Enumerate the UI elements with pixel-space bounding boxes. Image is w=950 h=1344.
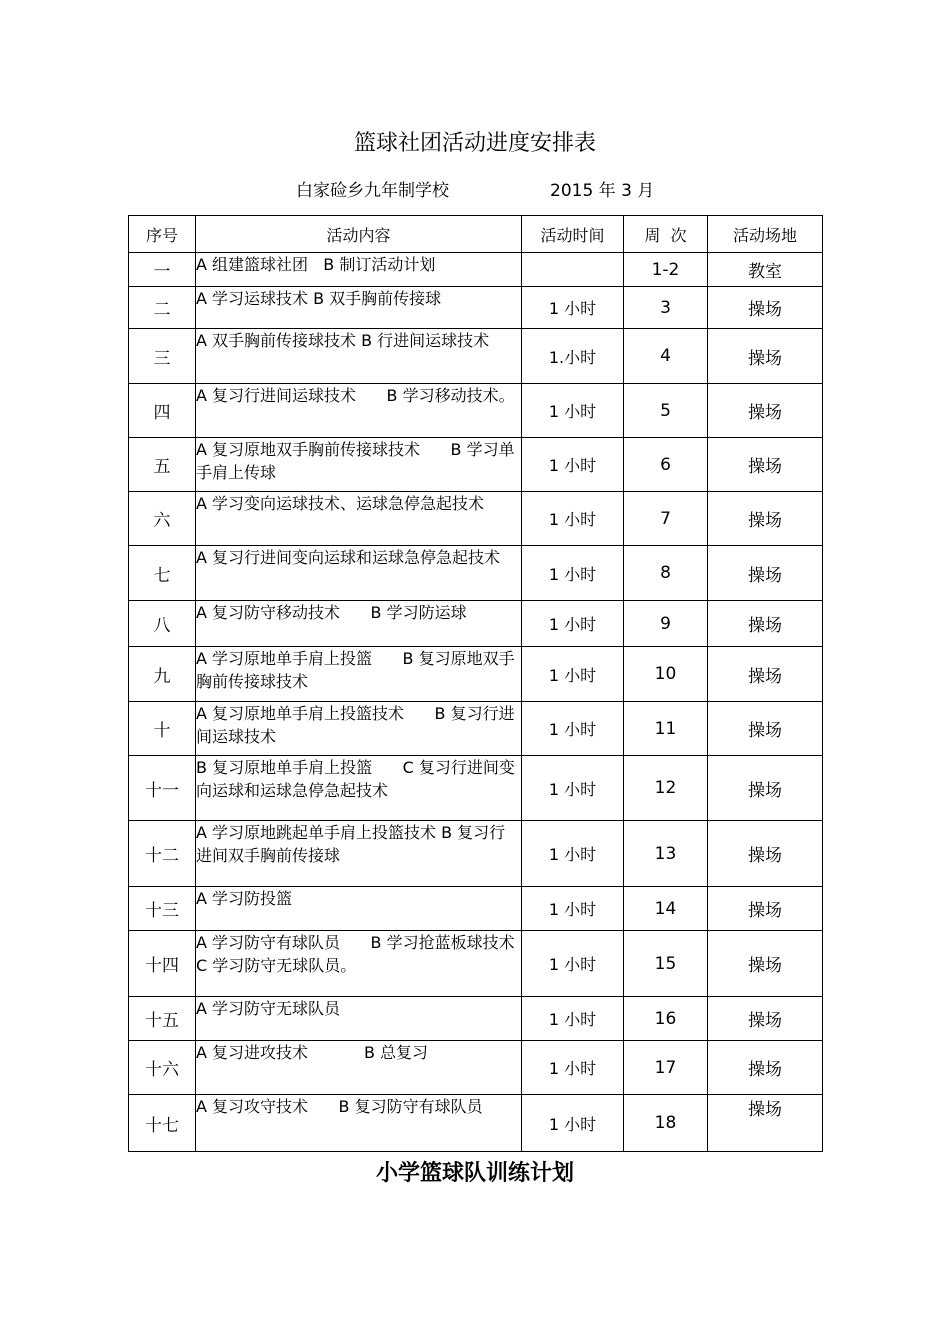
row-content: A 学习防守无球队员: [196, 997, 522, 1041]
row-seq: 五: [129, 438, 196, 492]
row-time: 1 小时: [522, 546, 624, 601]
table-row: [129, 702, 823, 756]
row-time: 1 小时: [522, 438, 624, 492]
table-body: [129, 253, 823, 1152]
table-row: [129, 997, 823, 1041]
row-content: A 学习变向运球技术、运球急停急起技术: [196, 492, 522, 546]
row-place: 操场: [708, 887, 823, 931]
row-time: 1 小时: [522, 647, 624, 702]
table-row: [129, 253, 823, 287]
row-seq: 十二: [129, 821, 196, 887]
row-week: 18: [624, 1095, 708, 1152]
row-seq: 四: [129, 384, 196, 438]
row-week: 9: [624, 601, 708, 647]
table-row: [129, 287, 823, 329]
table-row: [129, 931, 823, 997]
row-time: 1 小时: [522, 887, 624, 931]
row-seq: 十: [129, 702, 196, 756]
row-place: 操场: [708, 438, 823, 492]
row-content: A 复习原地双手胸前传接球技术 B 学习单手肩上传球: [196, 438, 522, 492]
row-week: 15: [624, 931, 708, 997]
row-time: 1 小时: [522, 601, 624, 647]
header-time: 活动时间: [522, 216, 624, 253]
row-content: A 复习攻守技术 B 复习防守有球队员: [196, 1095, 522, 1152]
row-place: 操场: [708, 546, 823, 601]
row-time: [522, 253, 624, 287]
row-seq: 八: [129, 601, 196, 647]
row-place: 操场: [708, 647, 823, 702]
table-row: [129, 492, 823, 546]
row-place: 操场: [708, 287, 823, 329]
row-content: A 学习防守有球队员 B 学习抢蓝板球技术 C 学习防守无球队员。: [196, 931, 522, 997]
row-place: 操场: [708, 756, 823, 821]
row-place: 操场: [708, 702, 823, 756]
row-place: 操场: [708, 329, 823, 384]
row-place: 教室: [708, 253, 823, 287]
row-week: 5: [624, 384, 708, 438]
table-row: [129, 887, 823, 931]
row-content: A 复习进攻技术 B 总复习: [196, 1041, 522, 1095]
row-time: 1 小时: [522, 756, 624, 821]
row-content: B 复习原地单手肩上投篮 C 复习行进间变向运球和运球急停急起技术: [196, 756, 522, 821]
row-time: 1 小时: [522, 287, 624, 329]
table-row: [129, 1041, 823, 1095]
row-seq: 十七: [129, 1095, 196, 1152]
row-seq: 一: [129, 253, 196, 287]
row-content: A 复习防守移动技术 B 学习防运球: [196, 601, 522, 647]
table-row: [129, 1095, 823, 1152]
row-week: 12: [624, 756, 708, 821]
row-week: 8: [624, 546, 708, 601]
row-time: 1 小时: [522, 1095, 624, 1152]
schedule-table: [128, 215, 823, 1152]
row-time: 1 小时: [522, 702, 624, 756]
row-seq: 六: [129, 492, 196, 546]
row-content: A 学习原地单手肩上投篮 B 复习原地双手胸前传接球技术: [196, 647, 522, 702]
document-title: 篮球社团活动进度安排表: [353, 131, 596, 156]
row-seq: 十六: [129, 1041, 196, 1095]
row-content: A 复习行进间运球技术 B 学习移动技术。: [196, 384, 522, 438]
row-seq: 三: [129, 329, 196, 384]
subtitle-line: [0, 176, 950, 200]
row-time: 1 小时: [522, 492, 624, 546]
row-week: 3: [624, 287, 708, 329]
row-week: 1-2: [624, 253, 708, 287]
row-content: A 学习原地跳起单手肩上投篮技术 B 复习行进间双手胸前传接球: [196, 821, 522, 887]
row-place: 操场: [708, 384, 823, 438]
row-content: A 学习运球技术 B 双手胸前传接球: [196, 287, 522, 329]
row-time: 1 小时: [522, 1041, 624, 1095]
row-seq: 十一: [129, 756, 196, 821]
row-seq: 十三: [129, 887, 196, 931]
row-seq: 九: [129, 647, 196, 702]
row-week: 6: [624, 438, 708, 492]
row-place: 操场: [708, 1095, 823, 1152]
row-week: 13: [624, 821, 708, 887]
table-row: [129, 647, 823, 702]
row-time: 1 小时: [522, 997, 624, 1041]
row-place: 操场: [708, 821, 823, 887]
row-week: 11: [624, 702, 708, 756]
header-place: 活动场地: [708, 216, 823, 253]
table-row: [129, 329, 823, 384]
row-place: 操场: [708, 492, 823, 546]
row-time: 1 小时: [522, 384, 624, 438]
row-content: A 复习行进间变向运球和运球急停急起技术: [196, 546, 522, 601]
row-time: 1 小时: [522, 821, 624, 887]
row-time: 1 小时: [522, 931, 624, 997]
footer-title: 小学篮球队训练计划: [375, 1161, 574, 1186]
row-seq: 七: [129, 546, 196, 601]
header-week: 周 次: [624, 216, 708, 253]
table-row: [129, 546, 823, 601]
header-content: 活动内容: [196, 216, 522, 253]
row-content: A 复习原地单手肩上投篮技术 B 复习行进间运球技术: [196, 702, 522, 756]
row-content: A 双手胸前传接球技术 B 行进间运球技术: [196, 329, 522, 384]
table-row: [129, 601, 823, 647]
table-header-row: [129, 216, 823, 253]
row-place: 操场: [708, 931, 823, 997]
row-seq: 二: [129, 287, 196, 329]
table-row: [129, 438, 823, 492]
row-week: 16: [624, 997, 708, 1041]
row-seq: 十四: [129, 931, 196, 997]
row-content: A 组建篮球社团 B 制订活动计划: [196, 253, 522, 287]
table-row: [129, 756, 823, 821]
school-name: 白家硷乡九年制学校: [296, 181, 449, 201]
row-week: 7: [624, 492, 708, 546]
document-date: 2015 年 3 月: [550, 181, 655, 201]
row-place: 操场: [708, 997, 823, 1041]
row-seq: 十五: [129, 997, 196, 1041]
header-seq: 序号: [129, 216, 196, 253]
table-row: [129, 821, 823, 887]
row-place: 操场: [708, 1041, 823, 1095]
table-row: [129, 384, 823, 438]
row-week: 14: [624, 887, 708, 931]
row-time: 1.小时: [522, 329, 624, 384]
row-content: A 学习防投篮: [196, 887, 522, 931]
row-week: 17: [624, 1041, 708, 1095]
row-week: 4: [624, 329, 708, 384]
row-week: 10: [624, 647, 708, 702]
row-place: 操场: [708, 601, 823, 647]
